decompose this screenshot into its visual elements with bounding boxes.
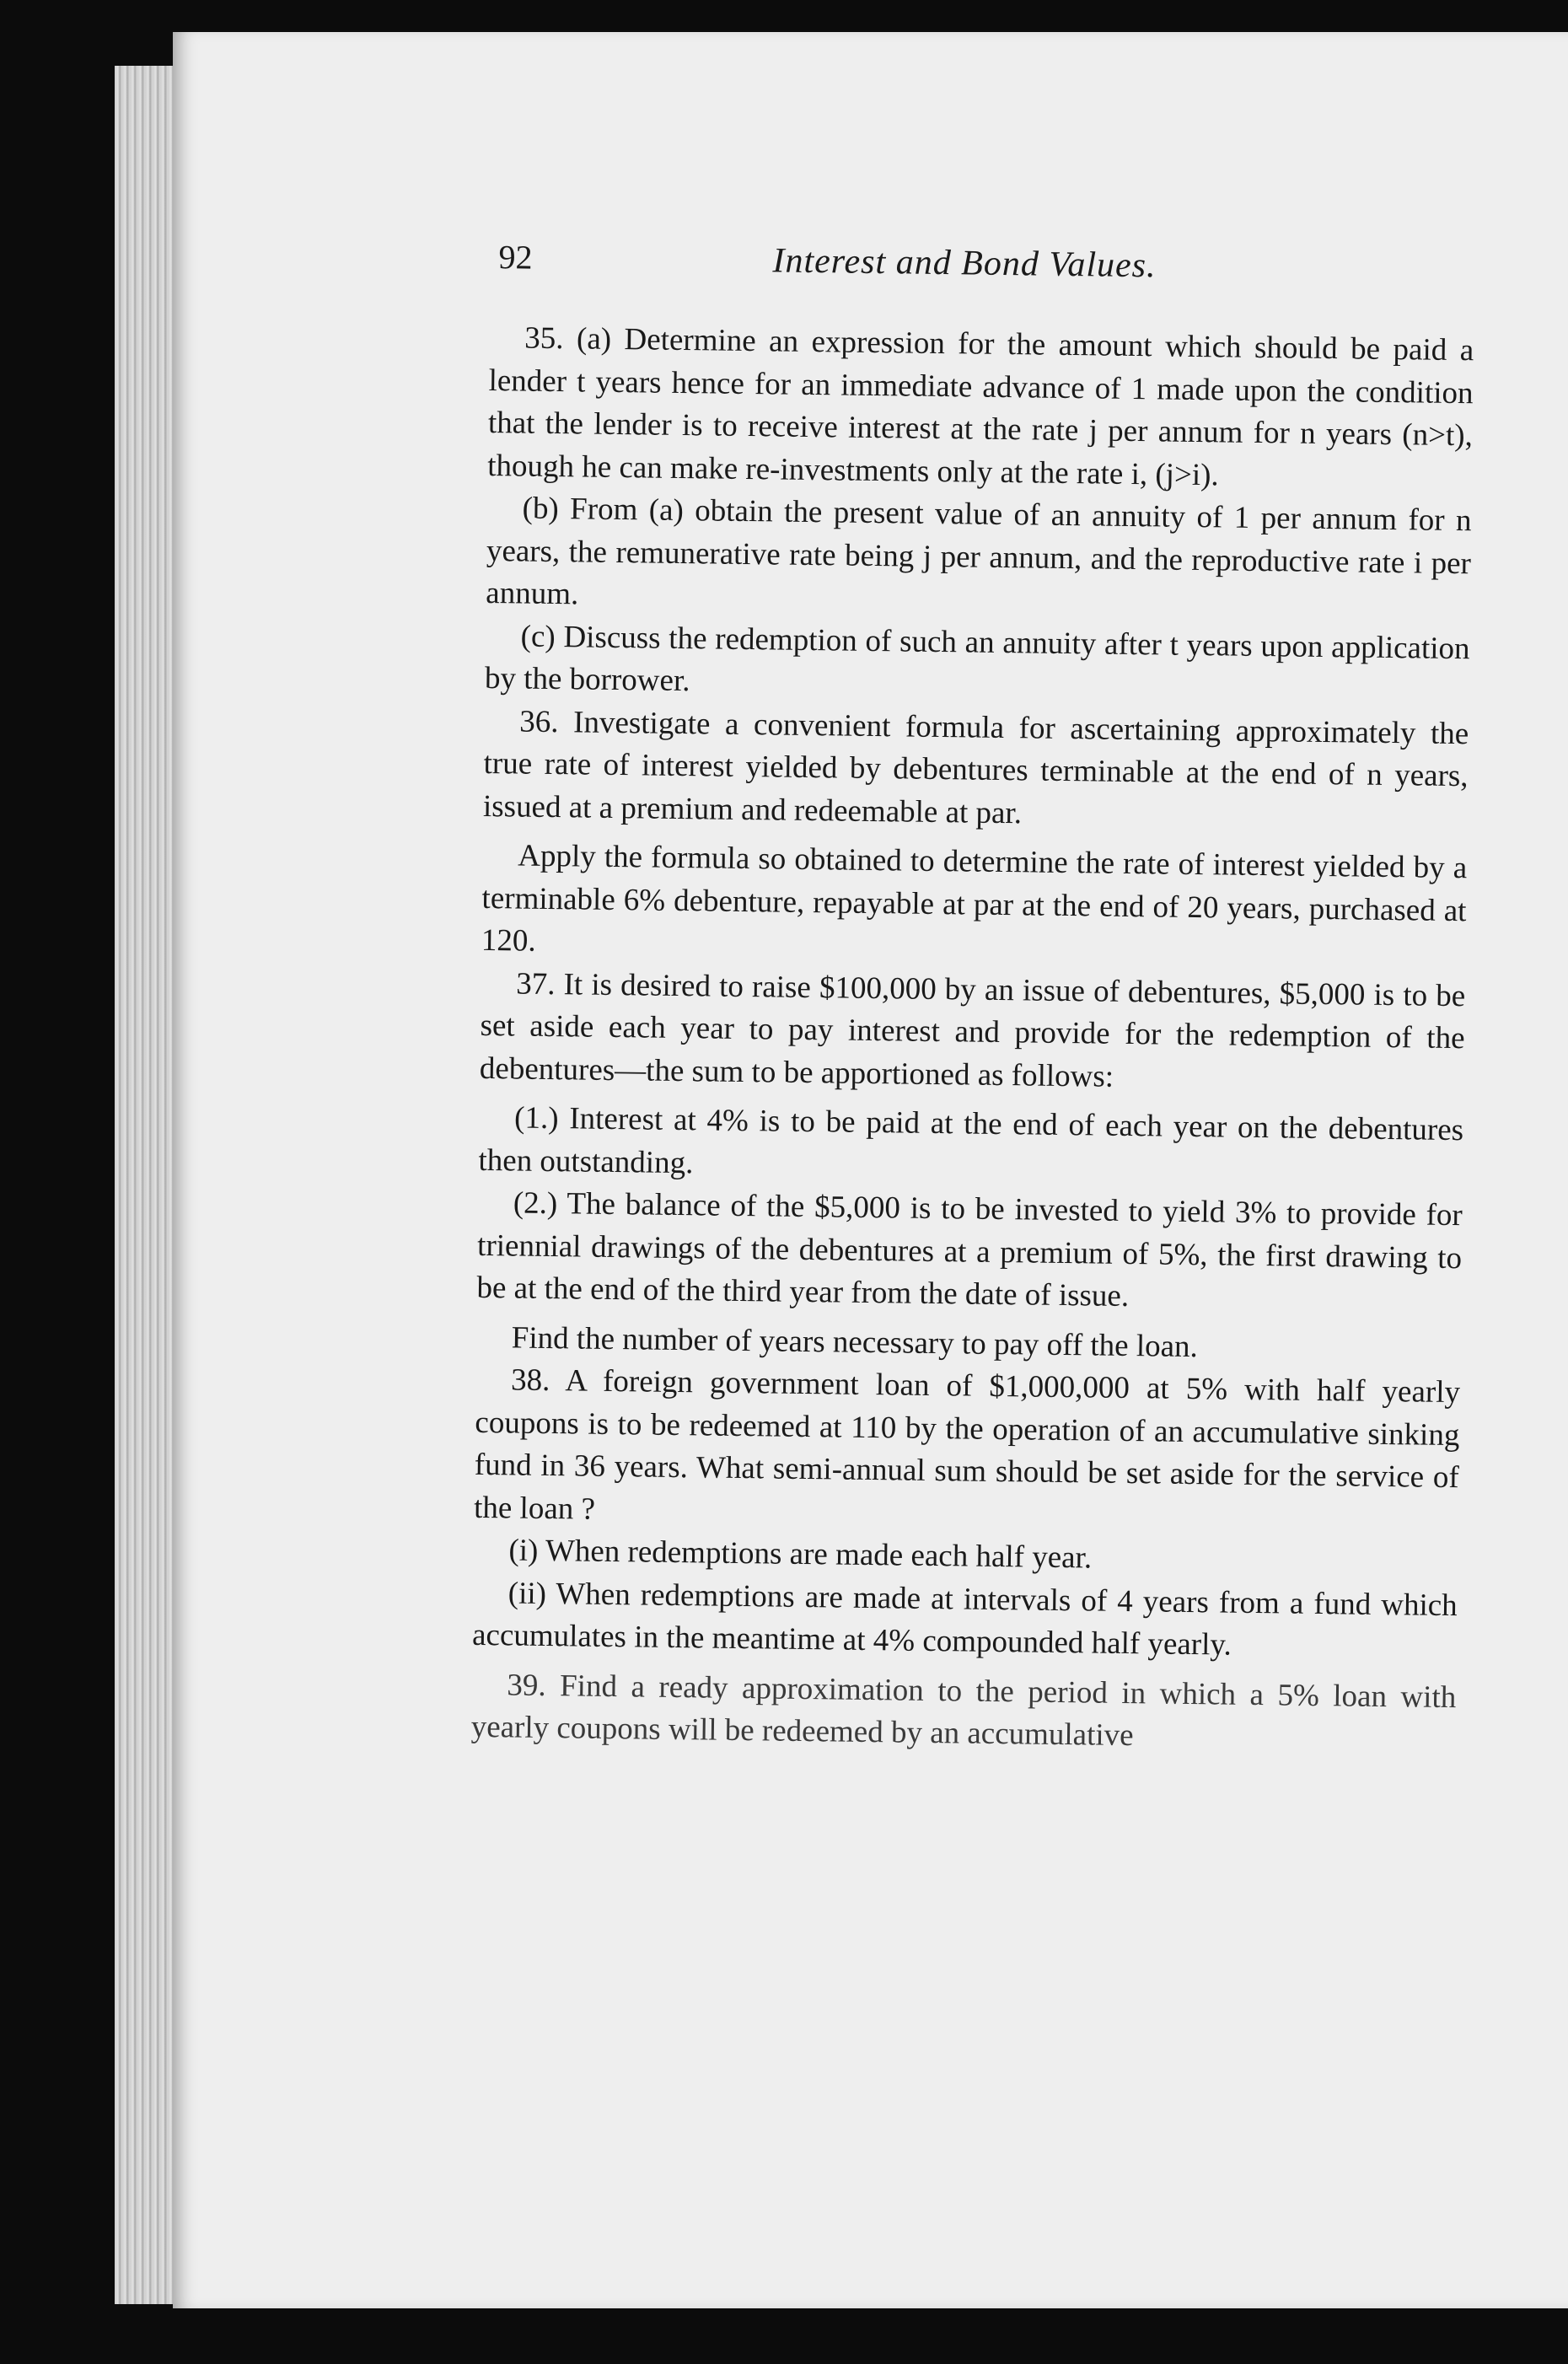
problem-37: 37. It is desired to raise $100,000 by an issue of debentures, $5,000 is to be set aside each year to pay interest and provide for the redemption of the debentures—the sum to be apportioned as follows: — [479, 965, 1466, 1094]
problem-35c: (c) Discuss the redemption of such an annuity after t years upon application by the borrower. — [484, 619, 1470, 699]
problem-35a: 35. (a) Determine an expression for the amount which should be paid a lender t years hence for an immediate advance of 1 made upon the condition that the lender is to receive interest at the rate j per annum for n years (n>t), though he can make re-investments only at the rate i, (j>i). — [487, 320, 1474, 492]
problem-36-apply: Apply the formula so obtained to determine the rate of interest yielded by a terminable 6% debenture, repayable at par at the end of 20 years, purchased at 120. — [481, 838, 1468, 959]
page-number: 92 — [498, 238, 533, 277]
problem-35b: (b) From (a) obtain the present value of an annuity of 1 per annum for n years, the remunerative rate being j per annum, and the reproductive rate i per annum. — [486, 491, 1472, 612]
problem-38: 38. A foreign government loan of $1,000,000 at 5% with half yearly coupons is to be redeemed at 110 by the operation of an accumulative sinking fund in 36 years. What semi-annual sum should be set aside for the service of the loan ? — [473, 1362, 1461, 1527]
problem-38-part-ii: (ii) When redemptions are made at intervals of 4 years from a fund which accumulates in the meantime at 4% compounded half yearly. — [471, 1575, 1458, 1663]
problem-36: 36. Investigate a convenient formula for ascertaining approximately the true rate of interest yielded by debentures terminable at the end of n years, issued at a premium and redeemable at par. — [482, 704, 1469, 830]
problem-39: 39. Find a ready approximation to the period in which a 5% loan with yearly coupons will be redeemed by an accumulative — [470, 1667, 1457, 1754]
problem-37-find: Find the number of years necessary to pay off the loan. — [511, 1319, 1199, 1364]
text-block — [470, 228, 1475, 1762]
page-header — [490, 228, 1475, 308]
problem-37-part-1: (1.) Interest at 4% is to be paid at the end of each year on the debentures then outstanding. — [478, 1100, 1464, 1180]
problem-37-part-2: (2.) The balance of the $5,000 is to be invested to yield 3% to provide for triennial drawings of the debentures at a premium of 5%, the first drawing to be at the end of the third year from the date of issue. — [476, 1185, 1463, 1314]
problem-38-part-i: (i) When redemptions are made each half year. — [508, 1533, 1093, 1576]
running-head: Interest and Bond Values. — [772, 241, 1157, 286]
